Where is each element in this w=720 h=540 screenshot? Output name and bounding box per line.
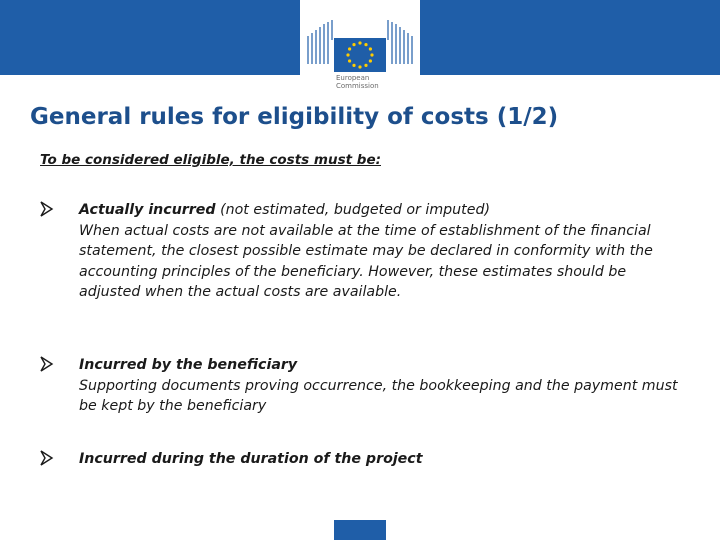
bullet-heading: Incurred by the beneficiary xyxy=(79,357,298,373)
bullet-body xyxy=(79,449,679,470)
arrow-bullet-icon xyxy=(40,200,54,218)
logo-org-name xyxy=(336,74,396,90)
slide-title: General rules for eligibility of costs (1/2) xyxy=(30,104,559,130)
ec-building-icon xyxy=(300,0,420,75)
logo-org-line1: European xyxy=(336,74,370,82)
arrow-bullet-icon xyxy=(40,449,54,467)
bullet-description: Supporting documents proving occurrence, the bookkeeping and the payment must be kept by the beneficiary xyxy=(79,377,678,414)
bullet-body xyxy=(79,200,679,303)
bullet-heading: Incurred during the duration of the project xyxy=(79,451,423,467)
footer-bar xyxy=(334,520,386,540)
arrow-bullet-icon xyxy=(40,355,54,373)
bullet-body xyxy=(79,355,679,417)
logo-org-line2: Commission xyxy=(336,82,379,90)
bullet-heading-note: (not estimated, budgeted or imputed) xyxy=(215,202,490,218)
bullet-description: When actual costs are not available at the time of establishment of the financial statement, the closest possible estimate may be declared in conformity with the accounting principles of the beneficiary. However, these estimates should be adjusted when the actual costs are available. xyxy=(79,222,653,300)
slide-subtitle: To be considered eligible, the costs must be: xyxy=(40,152,381,168)
bullet-heading: Actually incurred xyxy=(79,202,216,218)
